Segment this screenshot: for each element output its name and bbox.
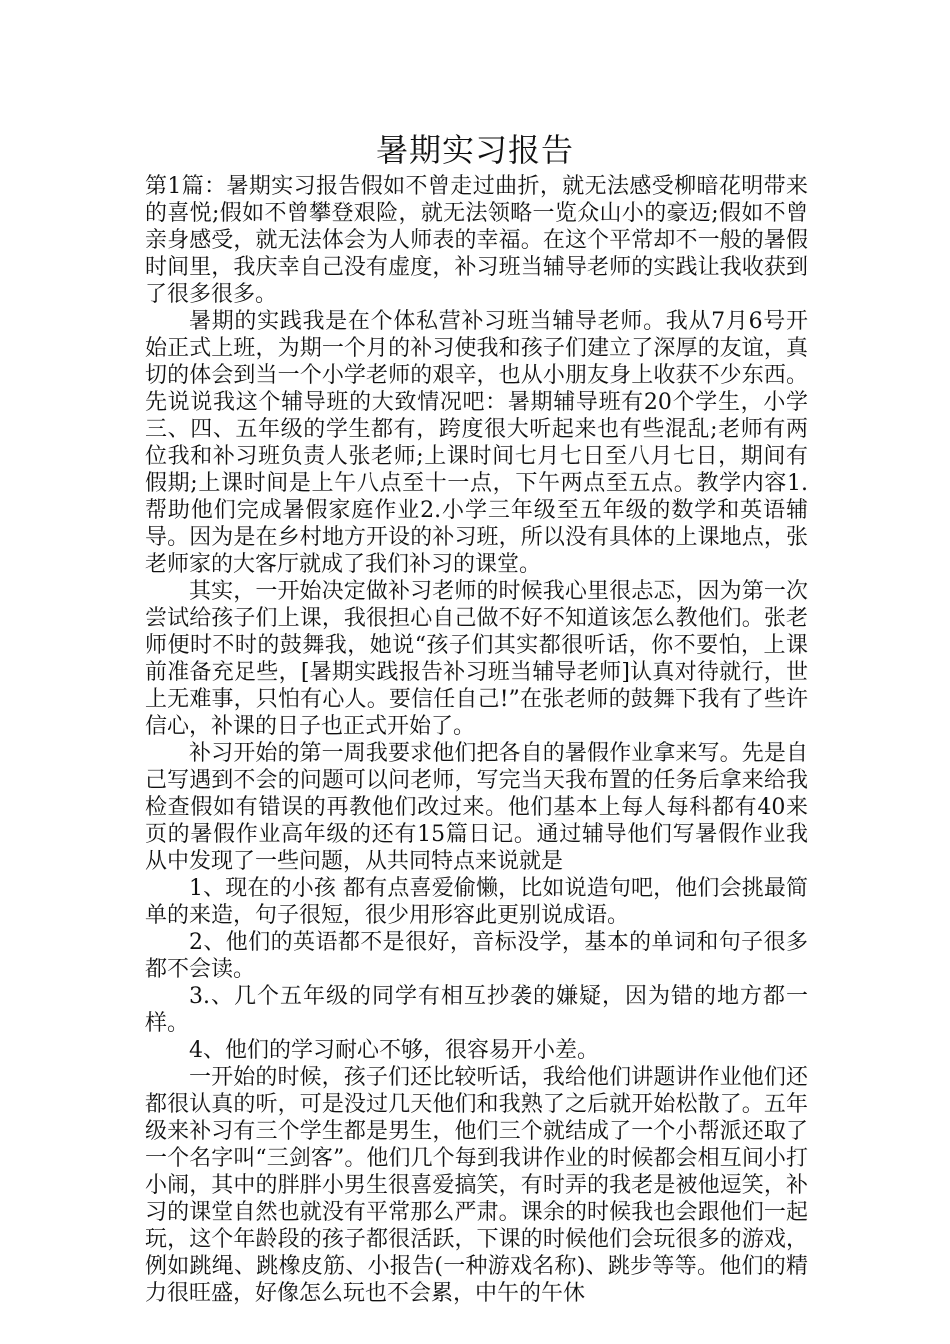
paragraph-2: 暑期的实践我是在个体私营补习班当辅导老师。我从7月6号开始正式上班，为期一个月的补习使我和孩子们建立了深厚的友谊，真切的体会到当一个小学老师的艰辛，也从小朋友身上收获不少东西。先说说我这个辅导班的大致情况吧：暑期辅导班有20个学生，小学三、四、五年级的学生都有，跨度很大听起来也有些混乱;老师有两位我和补习班负责人张老师;上课时间七月七日至八月七日，期间有假期;上课时间是上午八点至十一点，下午两点至五点。教学内容1.帮助他们完成暑假家庭作业2.小学三年级至五年级的数学和英语辅导。因为是在乡村地方开设的补习班，所以没有具体的上课地点，张老师家的大客厅就成了我们补习的课堂。 <box>145 309 808 577</box>
list-item-1: 1、现在的小孩 都有点喜爱偷懒，比如说造句吧，他们会挑最简单的来造，句子很短，很少用形容此更别说成语。 <box>145 876 808 928</box>
paragraph-5: 一开始的时候，孩子们还比较听话，我给他们讲题讲作业他们还都很认真的听，可是没过几天他们和我熟了之后就开始松散了。五年级来补习有三个学生都是男生，他们三个就结成了一个小帮派还取了一个名字叫“三剑客”。他们几个每到我讲作业的时候都会相互间小打小闹，其中的胖胖小男生很喜爱搞笑，有时弄的我老是被他逗笑，补习的课堂自然也就没有平常那么严肃。课余的时候我也会跟他们一起玩，这个年龄段的孩子都很活跃，下课的时候他们会玩很多的游戏，例如跳绳、跳橡皮筋、小报告(一种游戏名称)、跳步等等。他们的精力很旺盛，好像怎么玩也不会累，中午的午休 <box>145 1065 808 1306</box>
list-item-4: 4、他们的学习耐心不够，很容易开小差。 <box>189 1038 599 1063</box>
list-item-3: 3.、几个五年级的同学有相互抄袭的嫌疑，因为错的地方都一样。 <box>145 984 808 1036</box>
document-body <box>145 173 808 1307</box>
paragraph-4: 补习开始的第一周我要求他们把各自的暑假作业拿来写。先是自己写遇到不会的问题可以问老师，写完当天我布置的任务后拿来给我检查假如有错误的再教他们改过来。他们基本上每人每科都有40来页的暑假作业高年级的还有15篇日记。通过辅导他们写暑假作业我从中发现了一些问题，从共同特点来说就是 <box>145 741 808 874</box>
paragraph-3: 其实，一开始决定做补习老师的时候我心里很忐忑，因为第一次尝试给孩子们上课，我很担心自己做不好不知道该怎么教他们。张老师便时不时的鼓舞我，她说“孩子们其实都很听话，你不要怕，上课前准备充足些，[暑期实践报告补习班当辅导老师]认真对待就行，世上无难事，只怕有心人。要信任自己!”在张老师的鼓舞下我有了些许信心，补课的日子也正式开始了。 <box>145 579 808 739</box>
paragraph-1: 第1篇：暑期实习报告假如不曾走过曲折，就无法感受柳暗花明带来的喜悦;假如不曾攀登艰险，就无法领略一览众山小的豪迈;假如不曾亲身感受，就无法体会为人师表的幸福。在这个平常却不一般的暑假时间里，我庆幸自己没有虚度，补习班当辅导老师的实践让我收获到了很多很多。 <box>145 174 808 307</box>
list-item-2: 2、他们的英语都不是很好，音标没学，基本的单词和句子很多都不会读。 <box>145 930 808 982</box>
document-title: 暑期实习报告 <box>375 131 574 169</box>
